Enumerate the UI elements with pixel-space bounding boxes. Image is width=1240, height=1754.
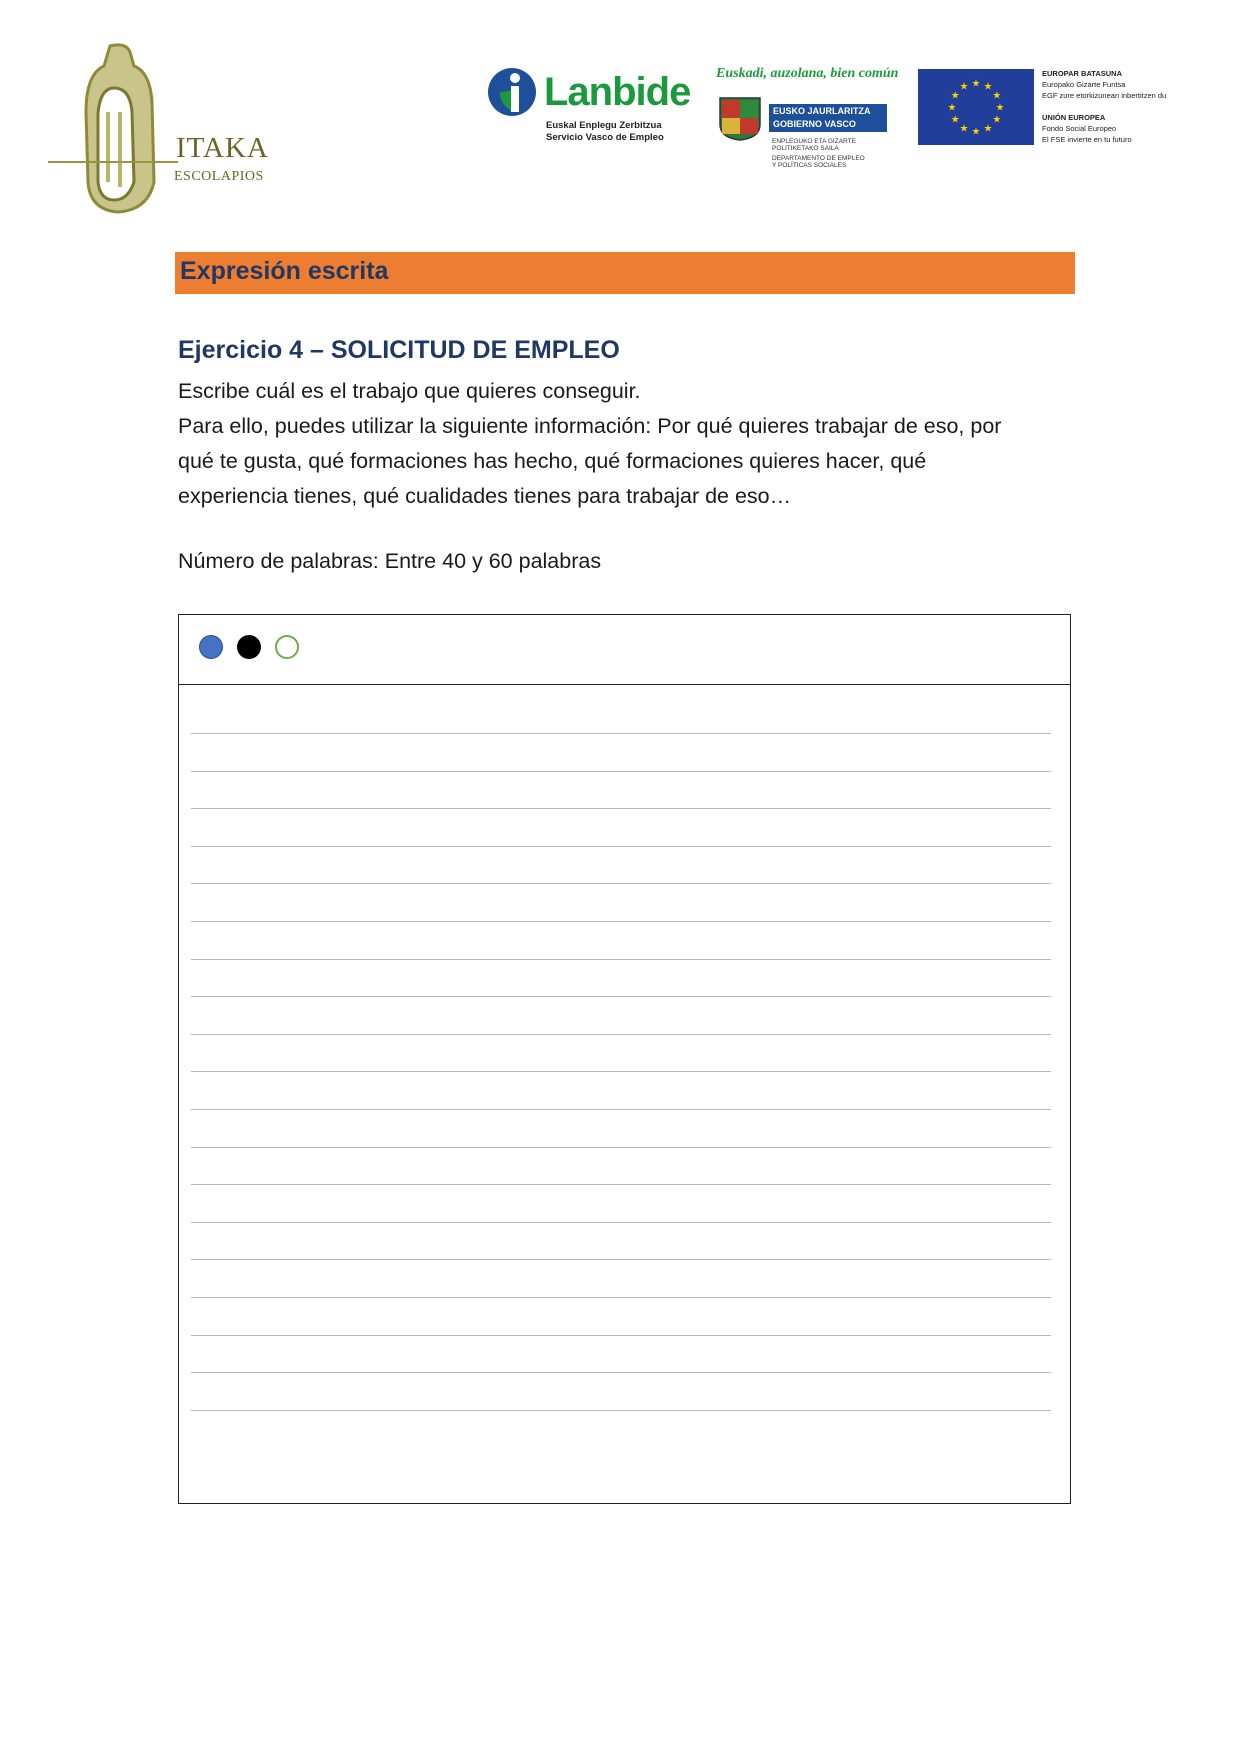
- eu-star-icon: ★: [950, 114, 960, 126]
- eu-text-line-6: El FSE invierte en tu futuro: [1042, 135, 1132, 144]
- eu-star-icon: ★: [995, 102, 1005, 114]
- itaka-subtitle: ESCOLAPIOS: [174, 169, 264, 184]
- writing-line[interactable]: [191, 959, 1051, 960]
- eu-star-icon: ★: [992, 90, 1002, 102]
- gov-name-es: GOBIERNO VASCO: [773, 119, 856, 129]
- itaka-name: ITAKA: [176, 132, 269, 164]
- writing-box-header: [179, 615, 1070, 685]
- writing-line[interactable]: [191, 1034, 1051, 1035]
- dept-eu-line-1: ENPLEGUKO ETA GIZARTE: [772, 138, 856, 145]
- eu-text-line-3: EGF zure etorkizunean inbertitzen du: [1042, 91, 1167, 100]
- basque-coat-of-arms-icon: [716, 94, 764, 142]
- writing-line[interactable]: [191, 846, 1051, 847]
- writing-line[interactable]: [191, 1410, 1051, 1411]
- euskadi-slogan: Euskadi, auzolana, bien común: [716, 66, 899, 81]
- eu-star-icon: ★: [971, 78, 981, 90]
- green-level-dot-icon: [275, 635, 299, 659]
- writing-box[interactable]: [178, 614, 1071, 1504]
- eu-text-line-2: Europako Gizarte Funtsa: [1042, 80, 1126, 89]
- eu-star-icon: ★: [959, 81, 969, 93]
- gov-name-eu: EUSKO JAURLARITZA: [773, 106, 871, 116]
- itaka-logo: [48, 42, 288, 217]
- writing-line[interactable]: [191, 1259, 1051, 1260]
- writing-line[interactable]: [191, 1109, 1051, 1110]
- european-union-logo: [918, 69, 1198, 149]
- eu-star-icon: ★: [971, 126, 981, 138]
- lanbide-symbol-icon: [486, 66, 538, 118]
- gobierno-vasco-banner: [769, 104, 887, 132]
- eu-star-icon: ★: [992, 114, 1002, 126]
- eu-star-icon: ★: [959, 123, 969, 135]
- writing-line[interactable]: [191, 996, 1051, 997]
- blue-level-dot-icon: [199, 635, 223, 659]
- lanbide-logo: [486, 66, 691, 146]
- writing-line[interactable]: [191, 883, 1051, 884]
- eu-text-line-5: Fondo Social Europeo: [1042, 124, 1117, 133]
- lanbide-subtitle-eu: Euskal Enplegu Zerbitzua: [546, 120, 662, 131]
- eu-star-icon: ★: [950, 90, 960, 102]
- section-banner: [175, 252, 1075, 294]
- itaka-figure-icon: [48, 42, 188, 217]
- writing-line[interactable]: [191, 1222, 1051, 1223]
- eu-star-icon: ★: [983, 123, 993, 135]
- instruction-line: Escribe cuál es el trabajo que quieres conseguir.: [178, 379, 641, 403]
- instruction-line: Para ello, puedes utilizar la siguiente información: Por qué quieres trabajar de eso, por: [178, 414, 1002, 438]
- black-level-dot-icon: [237, 635, 261, 659]
- writing-line[interactable]: [191, 1184, 1051, 1185]
- writing-line[interactable]: [191, 1147, 1051, 1148]
- eu-star-icon: ★: [947, 102, 957, 114]
- dept-eu-line-2: POLITIKETAKO SAILA: [772, 145, 839, 152]
- writing-line[interactable]: [191, 771, 1051, 772]
- writing-line[interactable]: [191, 733, 1051, 734]
- gobierno-vasco-logo: [716, 66, 899, 176]
- writing-line[interactable]: [191, 808, 1051, 809]
- writing-line[interactable]: [191, 1335, 1051, 1336]
- dept-es-line-2: Y POLÍTICAS SOCIALES: [772, 162, 847, 169]
- word-count-requirement: Número de palabras: Entre 40 y 60 palabras: [178, 549, 602, 573]
- writing-line[interactable]: [191, 1372, 1051, 1373]
- instruction-line: qué te gusta, qué formaciones has hecho, qué formaciones quieres hacer, qué: [178, 449, 927, 473]
- lanbide-name: Lanbide: [544, 70, 691, 114]
- section-title: Expresión escrita: [180, 257, 389, 285]
- eu-text-line-1: EUROPAR BATASUNA: [1042, 69, 1122, 78]
- writing-line[interactable]: [191, 1071, 1051, 1072]
- eu-text-line-4: UNIÓN EUROPEA: [1042, 113, 1106, 122]
- eu-flag-icon: [918, 69, 1034, 145]
- writing-line[interactable]: [191, 921, 1051, 922]
- eu-star-icon: ★: [983, 81, 993, 93]
- writing-line[interactable]: [191, 1297, 1051, 1298]
- lanbide-subtitle-es: Servicio Vasco de Empleo: [546, 132, 664, 143]
- exercise-title: Ejercicio 4 – SOLICITUD DE EMPLEO: [178, 336, 620, 364]
- dept-es-line-1: DEPARTAMENTO DE EMPLEO: [772, 155, 865, 162]
- instruction-line: experiencia tienes, qué cualidades tienes para trabajar de eso…: [178, 484, 792, 508]
